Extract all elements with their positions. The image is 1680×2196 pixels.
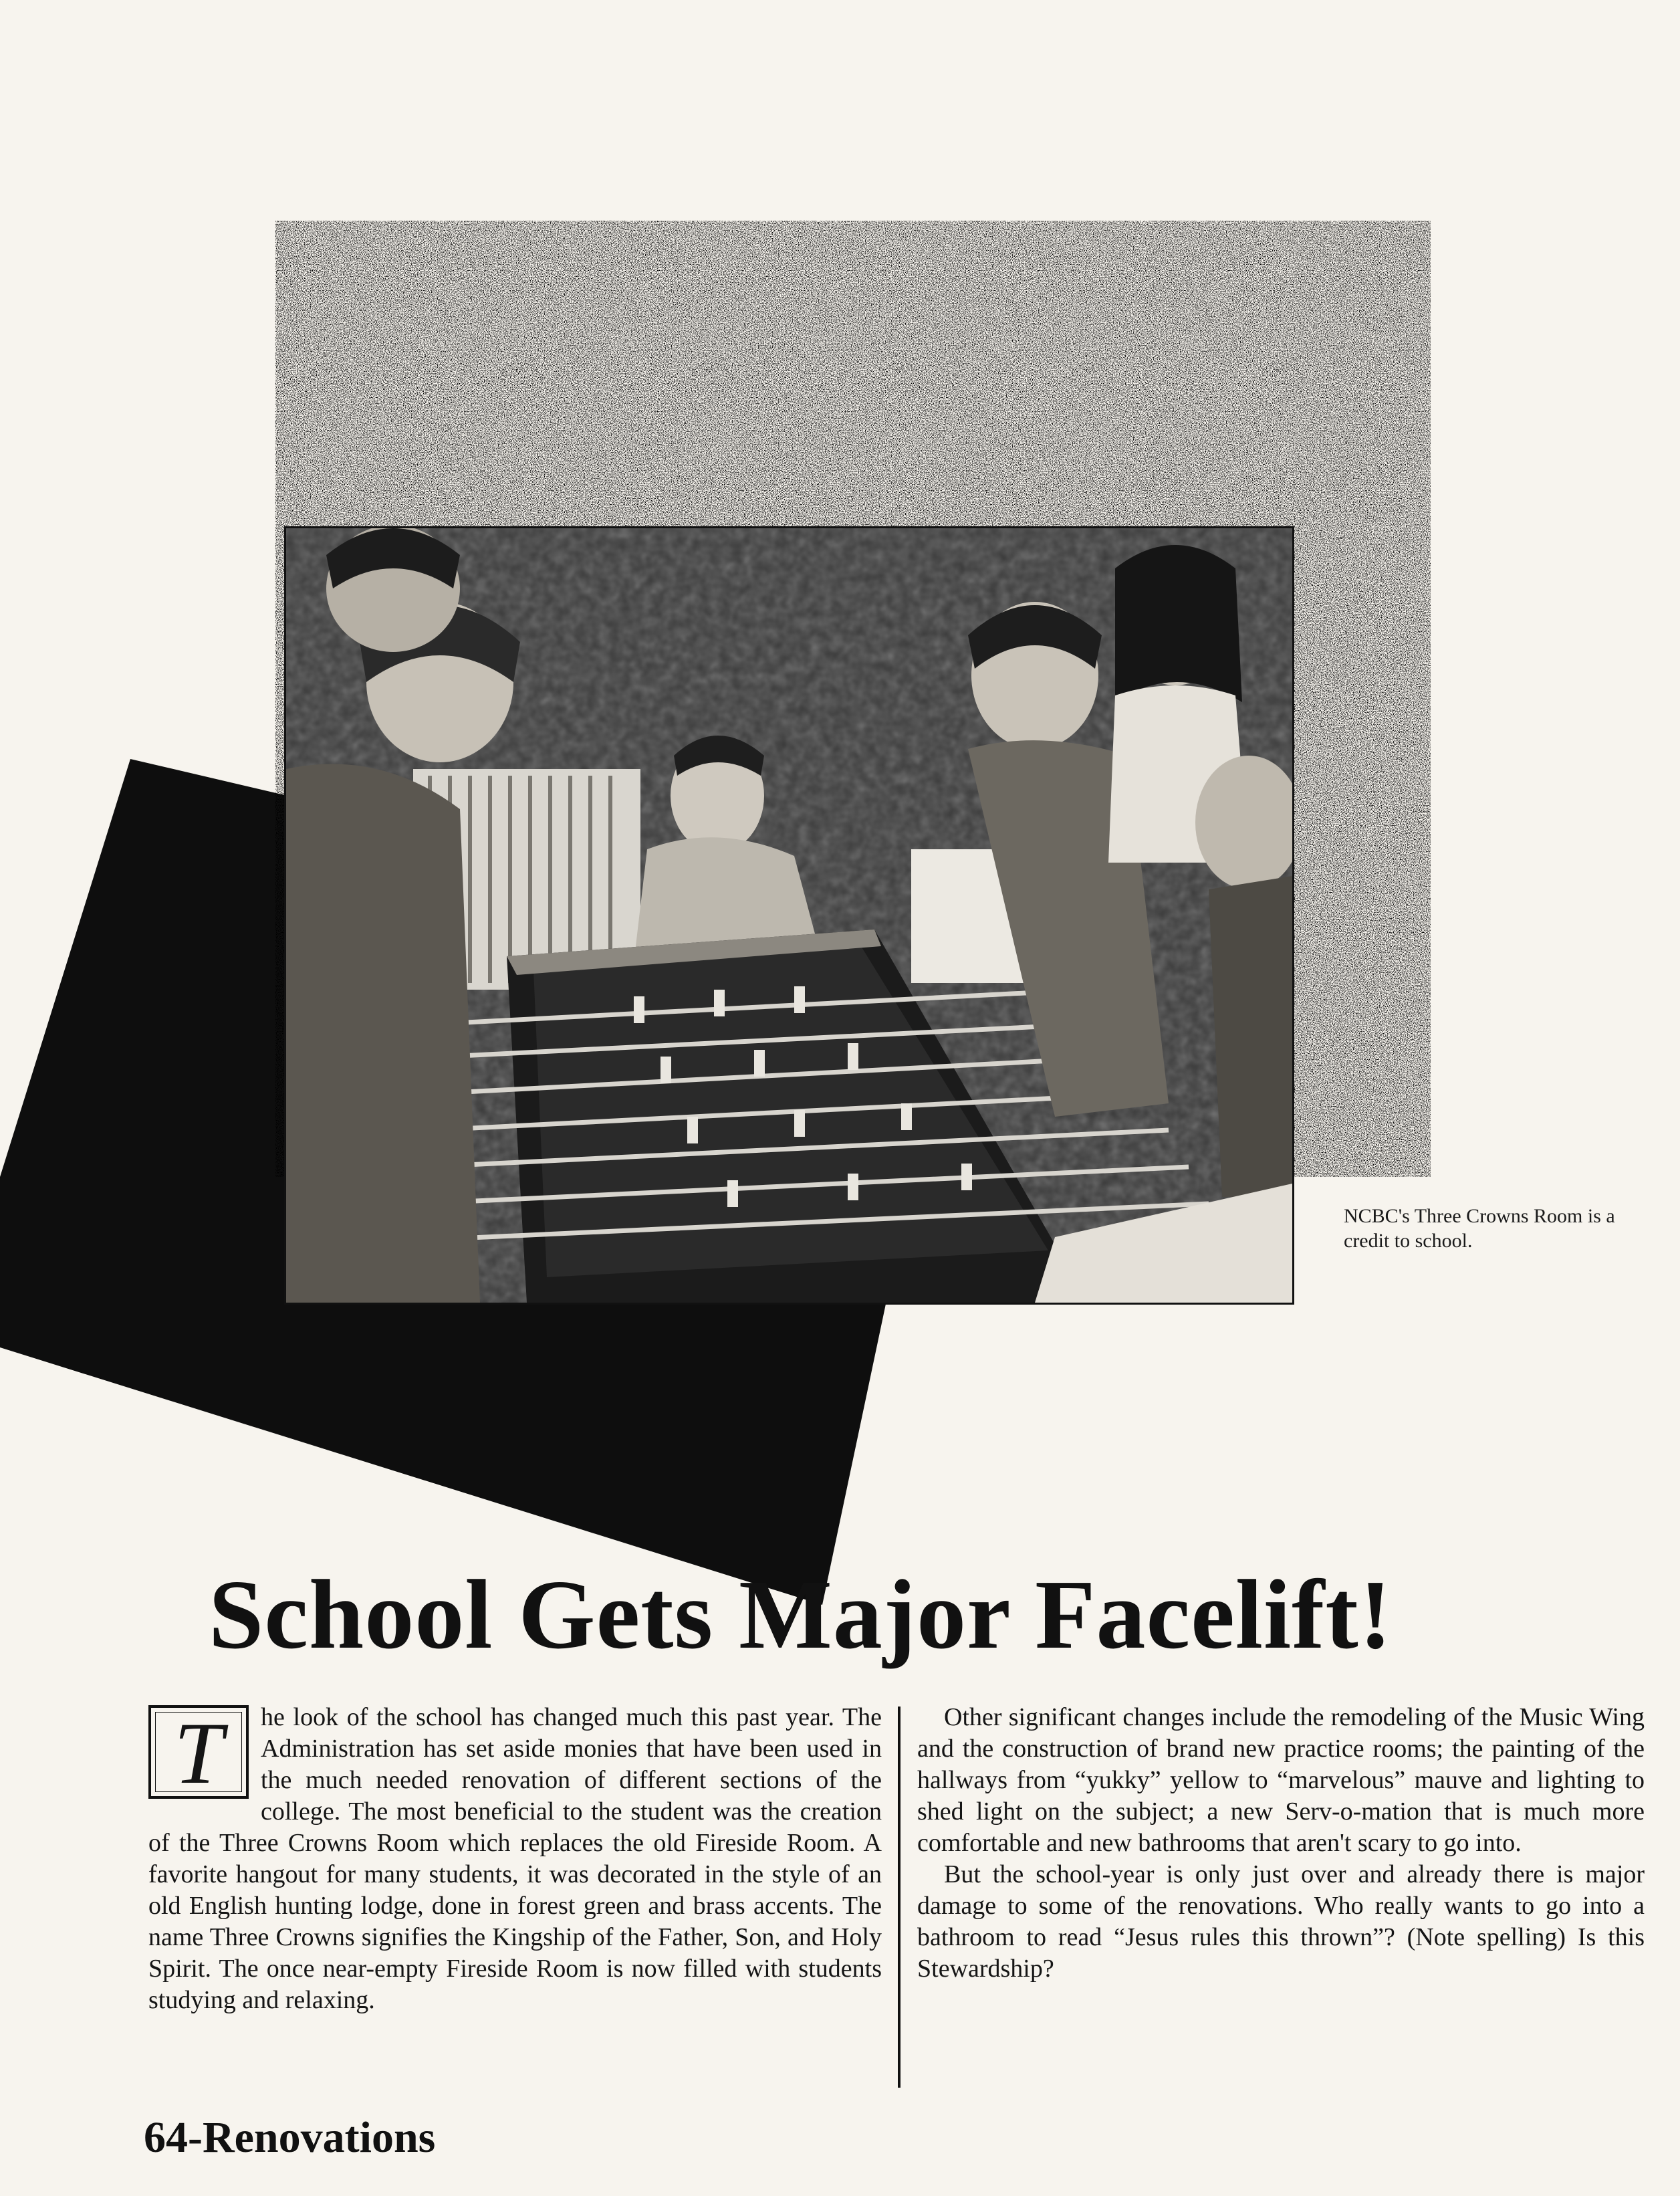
page-folio: 64-Renovations [144, 2113, 436, 2162]
drop-cap-box [148, 1704, 249, 1802]
photo-caption: NCBC's Three Crowns Room is a credit to school. [1344, 1205, 1615, 1252]
right-column-paragraph-1: Other significant changes include the remodeling of the Music Wing and the construction of brand new practice rooms; the painting of the hallways from “yukky” yellow to “marvelous” mauve and lighting to shed light on the subject; a new Serv-o-mation that is much more comfortable and new bathrooms that aren't scary to go into. [917, 1703, 1645, 1857]
photo-illustration [286, 528, 1292, 1303]
left-column-paragraph: he look of the school has changed much this past year. The Administration has set aside monies that have been used in the much needed renovation of different sections of the college. The most beneficial to the student was the creation of the Three Crowns Room which replaces the old Fireside Room. A favorite hangout for many students, it was decorated in the style of an old English hunting lodge, done in forest green and brass accents. The name Three Crowns signifies the Kingship of the Father, Son, and Holy Spirit. The once near-empty Fireside Room is now filled with students studying and relaxing. [148, 1703, 882, 2014]
article-left-column [148, 1702, 882, 2016]
drop-cap-letter: T [174, 1704, 223, 1802]
article-headline: School Gets Major Facelift! [209, 1560, 1393, 1670]
article-right-column [917, 1702, 1645, 1985]
foosball-photo [284, 526, 1294, 1305]
column-divider [898, 1707, 901, 2088]
right-column-paragraph-2: But the school-year is only just over and already there is major damage to some of the renovations. Who really wants to go into a bathroom to read “Jesus rules this thrown”? (Note spelling) Is this Stewardship? [917, 1860, 1645, 1983]
